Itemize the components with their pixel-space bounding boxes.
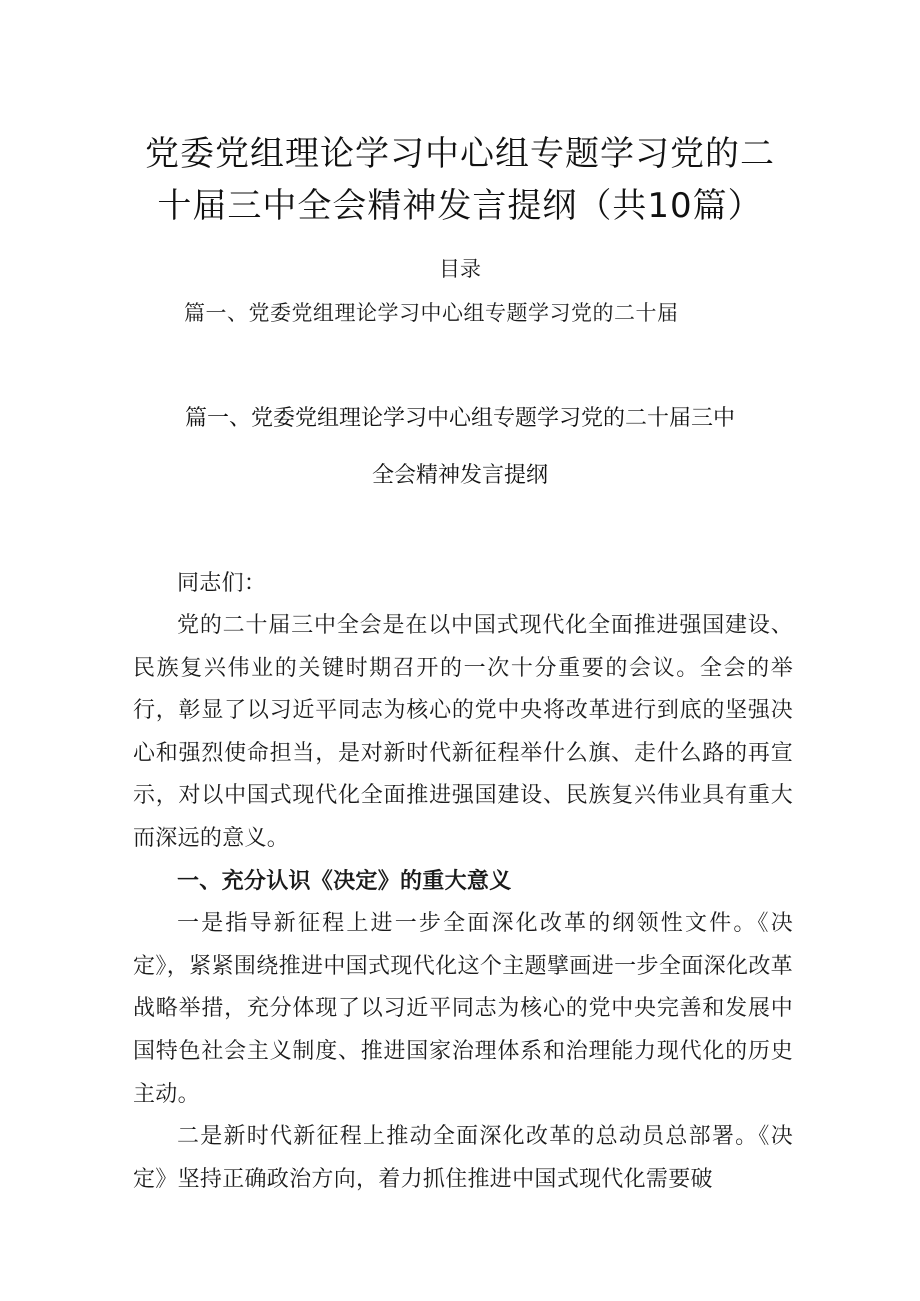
- title-line-1: 党委党组理论学习中心组专题学习党的二: [145, 134, 775, 174]
- toc-item[interactable]: 篇一、党委党组理论学习中心组专题学习党的二十届: [184, 301, 679, 325]
- section-title-line-1: 篇一、党委党组理论学习中心组专题学习党的二十届三中: [184, 406, 735, 431]
- salutation: [133, 563, 793, 606]
- document-title: [120, 128, 800, 232]
- paragraph: 一是指导新征程上进一步全面深化改革的纲领性文件。《决定》，紧紧围绕推进中国式现代化这个主题擘画进一步全面深化改革战略举措，充分体现了以习近平同志为核心的党中央完善和发展中国特色社会主义制度、推进国家治理体系和治理能力现代化的历史主动。: [133, 911, 793, 1107]
- paragraph: 二是新时代新征程上推动全面深化改革的总动员总部署。《决定》坚持正确政治方向，着力抓住推进中国式现代化需要破: [133, 1124, 793, 1192]
- paragraph: 党的二十届三中全会是在以中国式现代化全面推进强国建设、民族复兴伟业的关键时期召开的一次十分重要的会议。全会的举行，彰显了以习近平同志为核心的党中央将改革进行到底的坚强决心和强烈使命担当，是对新时代新征程举什么旗、走什么路的再宣示，对以中国式现代化全面推进强国建设、民族复兴伟业具有重大而深远的意义。: [133, 613, 793, 851]
- section-title-line-2: 全会精神发言提纲: [371, 463, 548, 488]
- section-heading: 一、充分认识《决定》的重大意义: [177, 868, 512, 894]
- title-line-2: 十届三中全会精神发言提纲（共10篇）: [157, 186, 763, 226]
- toc-heading: 目录: [439, 257, 481, 281]
- salutation-text: 同志们：: [177, 571, 267, 596]
- body-paragraphs: [133, 605, 793, 1201]
